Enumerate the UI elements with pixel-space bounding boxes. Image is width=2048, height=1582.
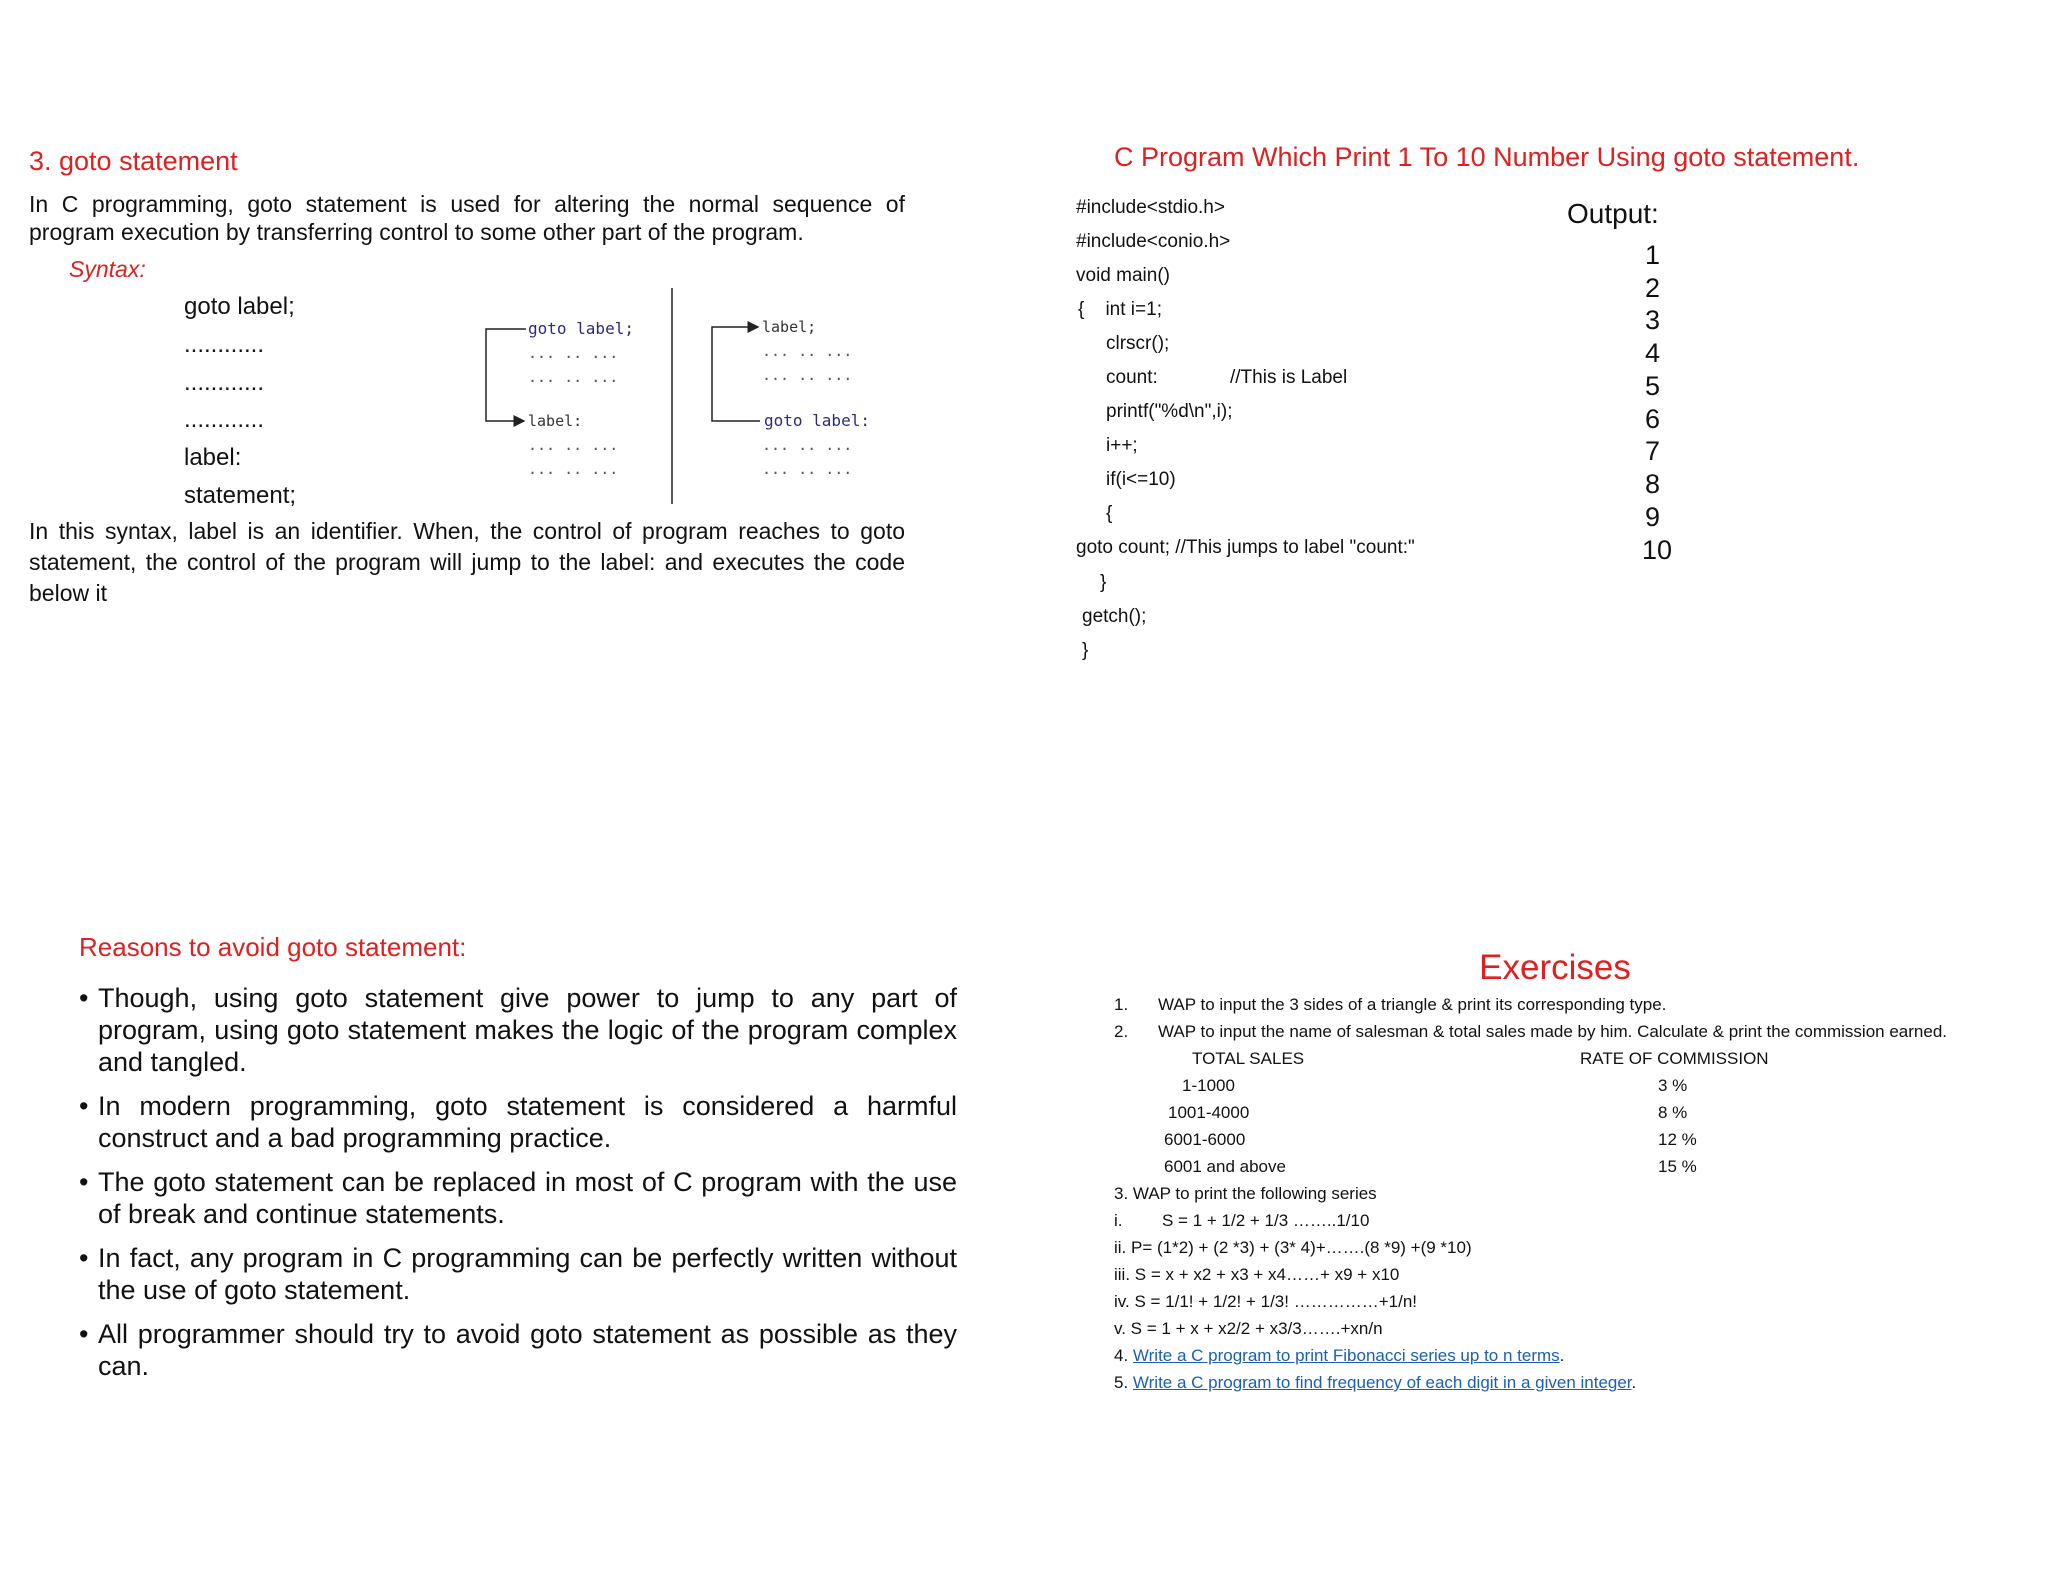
output-value: 8 xyxy=(1644,469,1660,499)
backward-line: ... .. ... xyxy=(762,460,853,478)
code-line: getch(); xyxy=(1082,606,1147,627)
output-value: 4 xyxy=(1644,338,1660,368)
bullet-icon: • xyxy=(79,983,89,1013)
bullet-icon: • xyxy=(79,1167,89,1197)
syntax-line: goto label; xyxy=(184,293,295,320)
table-cell: 1-1000 xyxy=(1182,1076,1235,1095)
syntax-line: ............ xyxy=(184,406,265,433)
syntax-label: Syntax: xyxy=(69,256,146,282)
code-line: void main() xyxy=(1076,265,1170,286)
slide3-title: Reasons to avoid goto statement: xyxy=(79,932,467,962)
code-line: i++; xyxy=(1106,435,1138,456)
table-cell: 3 % xyxy=(1658,1076,1688,1095)
table-cell: 1001-4000 xyxy=(1168,1103,1250,1122)
code-line: } xyxy=(1100,572,1107,593)
table-cell: 15 % xyxy=(1658,1157,1697,1176)
forward-line: goto label; xyxy=(528,319,634,338)
link-item: 4. Write a C program to print Fibonacci series up to n terms. xyxy=(1114,1346,1565,1365)
forward-jump-arrow xyxy=(486,329,526,421)
exercise-text: WAP to input the 3 sides of a triangle & print its corresponding type. xyxy=(1158,995,1667,1014)
bullet-icon: • xyxy=(79,1319,89,1349)
table-header: RATE OF COMMISSION xyxy=(1580,1049,1769,1068)
forward-line: ... .. ... xyxy=(528,368,619,386)
forward-line: ... .. ... xyxy=(528,460,619,478)
output-value: 10 xyxy=(1641,535,1672,565)
table-cell: 12 % xyxy=(1658,1130,1697,1149)
syntax-line: statement; xyxy=(184,482,297,509)
forward-line: ... .. ... xyxy=(528,436,619,454)
bullet-icon: • xyxy=(79,1243,89,1273)
backward-line: goto label: xyxy=(764,411,870,430)
code-line: { xyxy=(1106,503,1113,524)
code-line: printf("%d\n",i); xyxy=(1106,401,1233,422)
syntax-line: label: xyxy=(184,444,242,471)
series-text: iv. S = 1/1! + 1/2! + 1/3! ……………+1/n! xyxy=(1114,1292,1417,1311)
syntax-line: ............ xyxy=(184,331,265,358)
exercise-number: 2. xyxy=(1114,1022,1129,1041)
code-line: { int i=1; xyxy=(1078,299,1162,320)
series-text: S = 1 + 1/2 + 1/3 ……..1/10 xyxy=(1162,1211,1370,1230)
exercise-number: 1. xyxy=(1114,995,1129,1014)
forward-line: ... .. ... xyxy=(528,344,619,362)
output-value: 2 xyxy=(1644,273,1660,303)
slide1-explanation: In this syntax, label is an identifier. When, the control of program reaches to goto statement, the control of the program will jump to the label: and executes the code below it xyxy=(29,518,905,606)
series-text: ii. P= (1*2) + (2 *3) + (3* 4)+…….(8 *9) +(9 *10) xyxy=(1114,1238,1472,1257)
code-comment: //This is Label xyxy=(1230,367,1348,388)
reason-item: • The goto statement can be replaced in most of C program with the use of break and continue statements. xyxy=(79,1167,957,1229)
output-value: 3 xyxy=(1644,305,1660,335)
reason-item: • In fact, any program in C programming can be perfectly written without the use of goto statement. xyxy=(79,1243,957,1305)
fibonacci-link[interactable]: Write a C program to print Fibonacci series up to n terms xyxy=(1132,1346,1560,1365)
backward-line: ... .. ... xyxy=(762,342,853,360)
goto-flow-diagram xyxy=(470,284,870,508)
output-value: 5 xyxy=(1644,371,1660,401)
reasons-list xyxy=(79,982,957,1394)
link-item: 5. Write a C program to find frequency of each digit in a given integer. xyxy=(1114,1373,1637,1392)
series-intro: 3. WAP to print the following series xyxy=(1114,1184,1377,1203)
code-line: } xyxy=(1082,640,1089,661)
table-cell: 6001 and above xyxy=(1164,1157,1286,1176)
forward-line: label: xyxy=(528,412,583,430)
code-line: #include<conio.h> xyxy=(1076,231,1231,252)
code-line: goto count; //This jumps to label "count:" xyxy=(1076,537,1415,558)
series-text: iii. S = x + x2 + x3 + x4……+ x9 + x10 xyxy=(1114,1265,1400,1284)
backward-jump-arrow xyxy=(712,327,760,421)
output-value: 7 xyxy=(1644,436,1660,466)
reason-item: • Though, using goto statement give power to jump to any part of program, using goto statement makes the logic of the program complex and tangled. xyxy=(79,983,957,1077)
series-number: i. xyxy=(1114,1211,1123,1230)
table-header: TOTAL SALES xyxy=(1192,1049,1305,1068)
reason-item: • In modern programming, goto statement is considered a harmful construct and a bad programming practice. xyxy=(79,1091,957,1153)
code-line: clrscr(); xyxy=(1106,333,1170,354)
bullet-icon: • xyxy=(79,1091,89,1121)
digit-frequency-link[interactable]: Write a C program to find frequency of each digit in a given integer xyxy=(1132,1373,1632,1392)
reason-item: • All programmer should try to avoid goto statement as possible as they can. xyxy=(79,1319,957,1381)
backward-line: ... .. ... xyxy=(762,366,853,384)
slide2-title: C Program Which Print 1 To 10 Number Using goto statement. xyxy=(1114,142,1860,172)
output-value: 6 xyxy=(1644,404,1660,434)
table-cell: 6001-6000 xyxy=(1164,1130,1246,1149)
table-cell: 8 % xyxy=(1658,1103,1688,1122)
code-line: count: xyxy=(1106,367,1158,388)
syntax-line: ............ xyxy=(184,369,265,396)
code-line: #include<stdio.h> xyxy=(1076,197,1225,218)
output-label: Output: xyxy=(1567,198,1659,229)
series-text: v. S = 1 + x + x2/2 + x3/3…….+xn/n xyxy=(1114,1319,1383,1338)
slide1-intro: In C programming, goto statement is used for altering the normal sequence of program execution by transferring control to some other part of the program. xyxy=(29,191,905,245)
exercise-text: WAP to input the name of salesman & total sales made by him. Calculate & print the commission earned. xyxy=(1158,1022,1947,1041)
slide4-title: Exercises xyxy=(1479,948,1631,987)
output-value: 1 xyxy=(1644,240,1660,270)
output-value: 9 xyxy=(1644,502,1660,532)
backward-line: label; xyxy=(762,318,817,336)
code-line: if(i<=10) xyxy=(1106,469,1176,490)
backward-line: ... .. ... xyxy=(762,436,853,454)
slide1-title: 3. goto statement xyxy=(29,146,238,176)
